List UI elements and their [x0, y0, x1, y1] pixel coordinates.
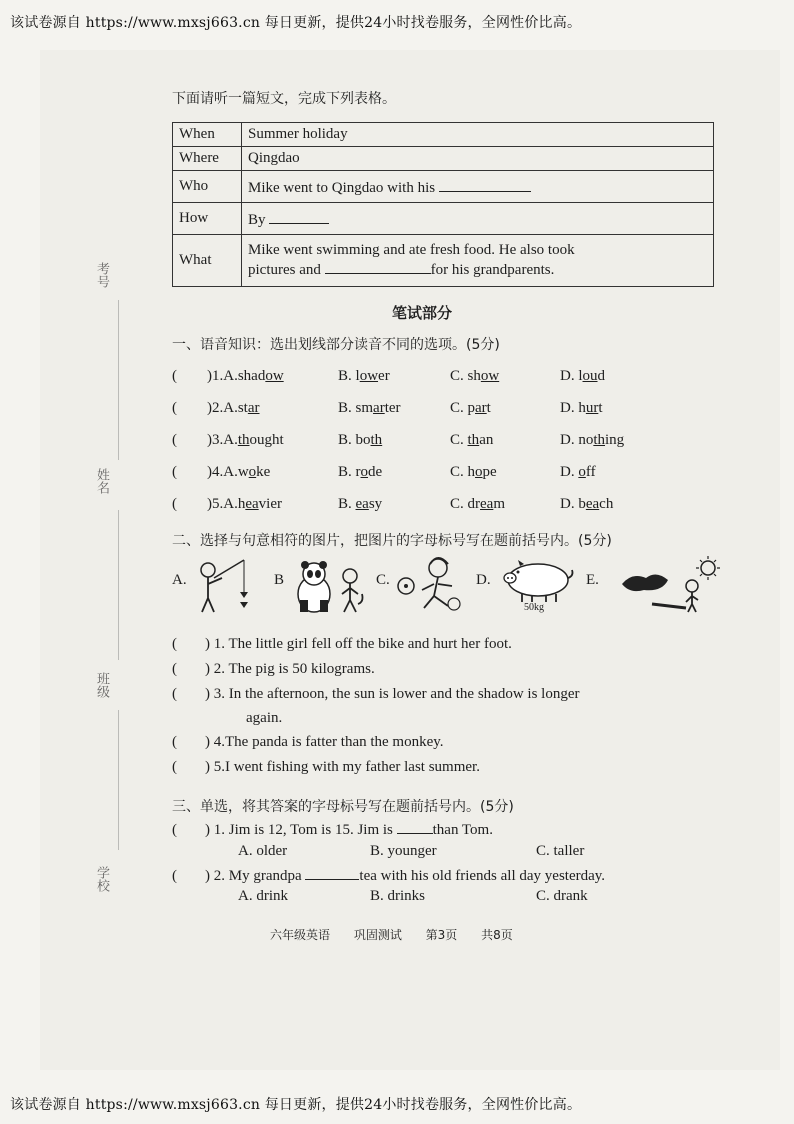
answer-blank[interactable]	[397, 819, 433, 834]
written-section-title: 笔试部分	[392, 304, 453, 322]
answer-blank[interactable]	[269, 209, 329, 224]
picture-sentence: ( ) 4.The panda is fatter than the monkey.	[172, 734, 444, 750]
phonics-item: ( )1.A.shadow	[172, 368, 284, 384]
table-key: When	[173, 123, 242, 147]
picture-sentence: ( ) 3. In the afternoon, the sun is lower and the shadow is longer	[172, 686, 580, 702]
phonics-option-d: D. off	[560, 464, 596, 480]
phonics-option-b: B. lower	[338, 368, 390, 384]
phonics-option-d: D. hurt	[560, 400, 603, 416]
phonics-option-b: B. smarter	[338, 400, 401, 416]
phonics-word: heavier	[237, 496, 282, 512]
sidebar-label-name: 姓名	[94, 468, 109, 494]
phonics-word: easy	[355, 496, 383, 512]
phonics-word: hope	[467, 464, 497, 480]
answer-bracket[interactable]: (	[172, 368, 177, 384]
mc-option-a: A. older	[238, 843, 288, 859]
phonics-word: off	[578, 464, 596, 480]
sidebar-label-school: 学校	[94, 866, 109, 892]
phonics-option-c: C. part	[450, 400, 491, 416]
listening-table	[172, 122, 714, 287]
phonics-item: ( )5.A.heavier	[172, 496, 282, 512]
what-line-2: pictures and for his grandparents.	[248, 259, 707, 279]
table-row	[173, 171, 714, 203]
who-text: Mike went to Qingdao with his	[248, 179, 436, 196]
table-value: Summer holiday	[242, 123, 714, 147]
answer-blank[interactable]	[325, 259, 431, 274]
panda-monkey-picture	[294, 560, 368, 614]
answer-bracket[interactable]: (	[172, 661, 177, 677]
phonics-word: part	[467, 400, 491, 416]
table-key: What	[173, 235, 242, 287]
pig-weight-label: 50kg	[524, 602, 544, 613]
answer-bracket[interactable]: (	[172, 734, 177, 750]
answer-bracket[interactable]: (	[172, 496, 177, 512]
table-value	[242, 235, 714, 287]
sidebar-label-exam-no: 考号	[94, 262, 109, 288]
picture-label-a: A.	[172, 572, 187, 588]
pictures-heading: 二、选择与句意相符的图片，把图片的字母标号写在题前括号内。(5分)	[172, 533, 612, 549]
table-key: Who	[173, 171, 242, 203]
phonics-word: shadow	[237, 368, 284, 384]
what-line-1: Mike went swimming and ate fresh food. He also took	[248, 242, 575, 258]
table-row	[173, 147, 714, 171]
mc-option-b: B. younger	[370, 843, 437, 859]
phonics-option-b: B. rode	[338, 464, 383, 480]
watermark-top: 该试卷源自 https://www.mxsj663.cn 每日更新，提供24小时找卷服务，全网性价比高。	[10, 15, 582, 31]
phonics-word: star	[237, 400, 260, 416]
picture-sentence: ( ) 5.I went fishing with my father last summer.	[172, 759, 480, 775]
mc-option-c: C. taller	[536, 843, 585, 859]
answer-blank[interactable]	[439, 177, 531, 192]
table-row	[173, 203, 714, 235]
phonics-option-d: D. beach	[560, 496, 614, 512]
phonics-option-c: C. dream	[450, 496, 506, 512]
picture-options	[172, 556, 732, 616]
answer-bracket[interactable]: (	[172, 432, 177, 448]
mc-option-a: A. drink	[238, 888, 288, 904]
picture-label-d: D.	[476, 572, 491, 588]
phonics-word: dream	[467, 496, 506, 512]
phonics-word: rode	[355, 464, 383, 480]
mc-option-c: C. drank	[536, 888, 588, 904]
phonics-option-d: D. nothing	[560, 432, 625, 448]
phonics-word: loud	[578, 368, 606, 384]
how-text: By	[248, 211, 266, 228]
mc-heading: 三、单选，将其答案的字母标号写在题前括号内。(5分)	[172, 799, 514, 815]
mc-question-1: ( ) 1. Jim is 12, Tom is 15. Jim is than Tom.	[172, 819, 493, 839]
table-row	[173, 123, 714, 147]
listening-instruction: 下面请听一篇短文，完成下列表格。	[172, 91, 396, 107]
table-row	[173, 235, 714, 287]
phonics-item: ( )3.A.thought	[172, 432, 284, 448]
phonics-word: lower	[355, 368, 390, 384]
table-value: Qingdao	[242, 147, 714, 171]
table-value	[242, 203, 714, 235]
phonics-word: beach	[578, 496, 614, 512]
phonics-word: both	[355, 432, 383, 448]
picture-sentence: ( ) 1. The little girl fell off the bike and hurt her foot.	[172, 636, 512, 652]
phonics-option-b: B. both	[338, 432, 383, 448]
answer-bracket[interactable]: (	[172, 400, 177, 416]
fallen-girl-picture	[394, 556, 464, 614]
sidebar-line	[118, 710, 119, 850]
phonics-word: show	[467, 368, 500, 384]
table-key: Where	[173, 147, 242, 171]
answer-bracket[interactable]: (	[172, 636, 177, 652]
picture-label-c: C.	[376, 572, 390, 588]
sentence-3-continued: again.	[246, 710, 283, 726]
picture-label-e: E.	[586, 572, 599, 588]
sidebar-line	[118, 510, 119, 660]
phonics-word: nothing	[578, 432, 625, 448]
phonics-item: ( )4.A.woke	[172, 464, 271, 480]
phonics-heading: 一、语音知识：选出划线部分读音不同的选项。(5分)	[172, 337, 500, 353]
table-value	[242, 171, 714, 203]
table-key: How	[173, 203, 242, 235]
answer-bracket[interactable]: (	[172, 686, 177, 702]
mc-question-2: ( ) 2. My grandpa tea with his old friends all day yesterday.	[172, 865, 605, 885]
phonics-option-b: B. easy	[338, 496, 383, 512]
page-footer: 六年级英语 巩固测试 第3页 共8页	[270, 928, 513, 942]
phonics-option-c: C. show	[450, 368, 500, 384]
phonics-word: smarter	[355, 400, 401, 416]
picture-label-b: B	[274, 572, 285, 588]
phonics-option-c: C. hope	[450, 464, 497, 480]
mc-option-b: B. drinks	[370, 888, 426, 904]
answer-bracket[interactable]: (	[172, 464, 177, 480]
phonics-word: than	[467, 432, 494, 448]
answer-blank[interactable]	[305, 865, 359, 880]
fishing-boy-picture	[192, 556, 252, 616]
phonics-word: hurt	[578, 400, 603, 416]
sidebar-label-class: 班级	[94, 672, 109, 698]
sun-shadow-picture	[616, 556, 722, 614]
phonics-word: thought	[237, 432, 284, 448]
sidebar-line	[118, 300, 119, 460]
phonics-item: ( )2.A.star	[172, 400, 260, 416]
phonics-option-d: D. loud	[560, 368, 606, 384]
watermark-bottom: 该试卷源自 https://www.mxsj663.cn 每日更新，提供24小时找卷服务，全网性价比高。	[10, 1097, 582, 1113]
phonics-option-c: C. than	[450, 432, 494, 448]
picture-sentence: ( ) 2. The pig is 50 kilograms.	[172, 661, 375, 677]
phonics-word: woke	[237, 464, 271, 480]
answer-bracket[interactable]: (	[172, 759, 177, 775]
